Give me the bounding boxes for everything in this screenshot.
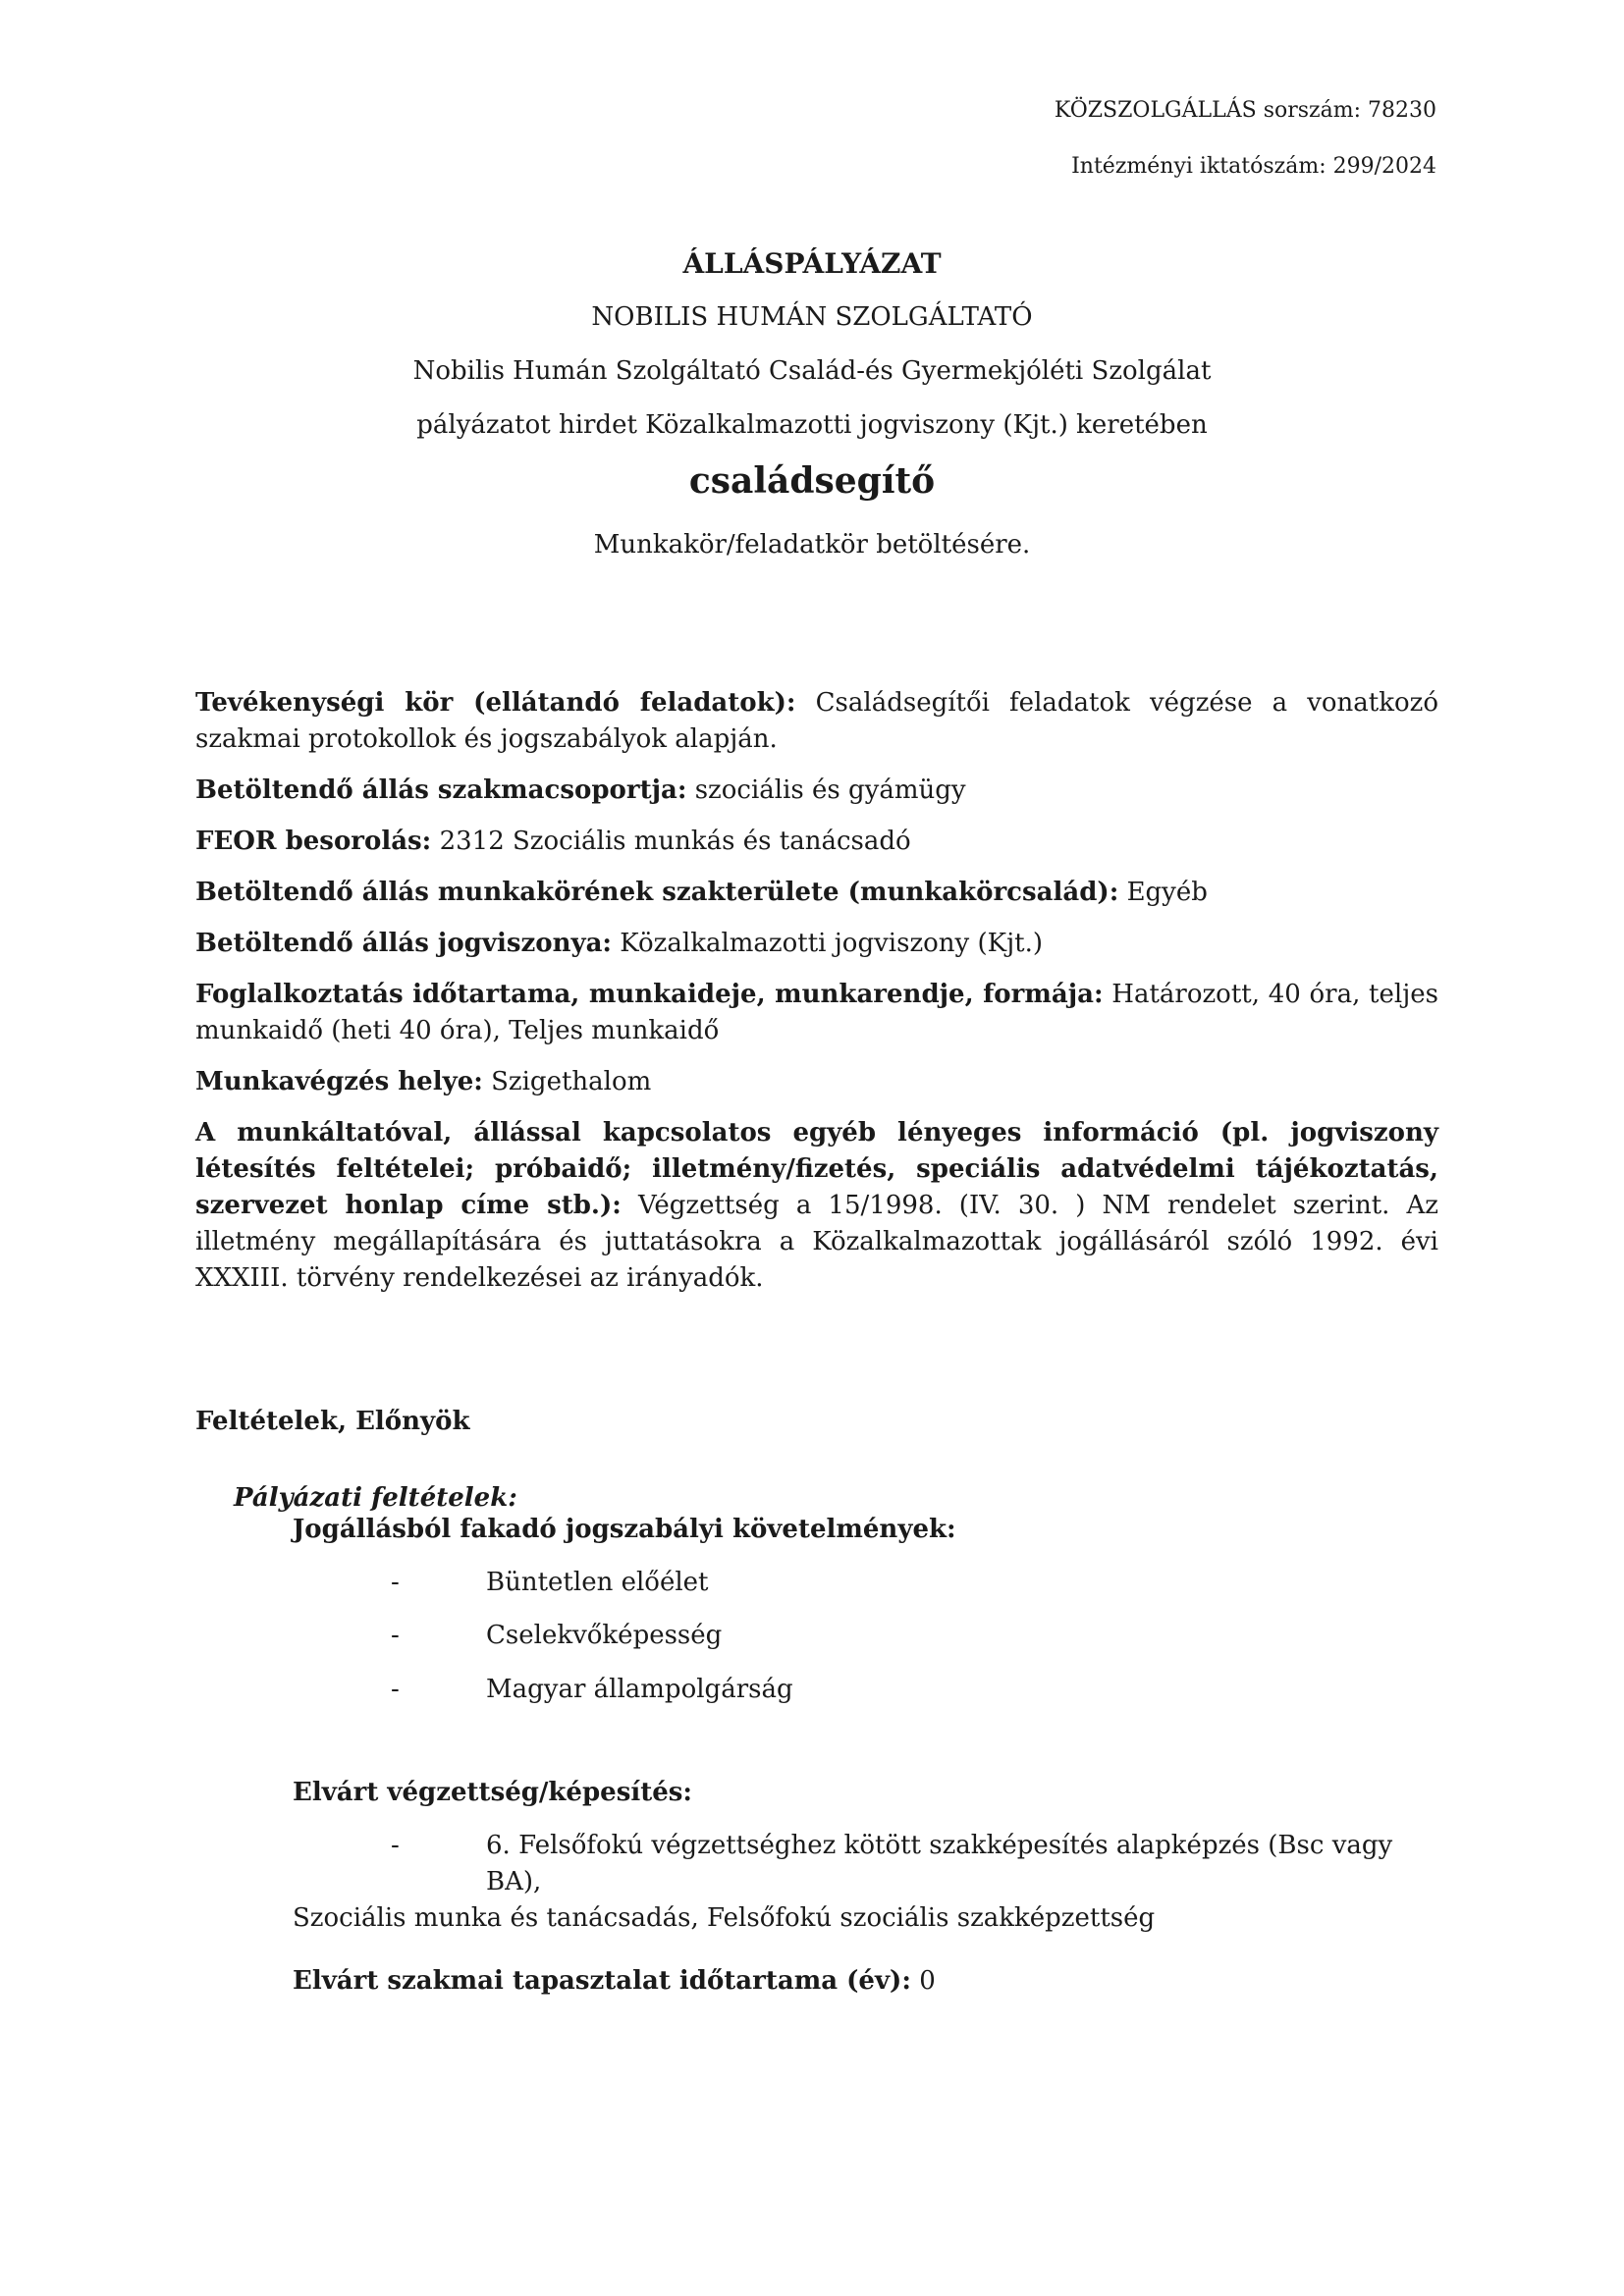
field-label: A munkáltatóval, állással kapcsolatos egyéb lényeges információ (pl. jogviszony létesítés feltételei; próbaidő; illetmény/fizetés, speciális adatvédelmi tájékoztatás, szervezet honlap címe stb.): (195, 1118, 1438, 1220)
education-heading: Elvárt végzettség/képesítés: (293, 1778, 692, 1807)
field-value: Egyéb (1126, 878, 1208, 907)
field-label: Betöltendő állás munkakörének szakterülete (munkakörcsalád): (195, 878, 1119, 907)
experience-requirement (293, 1963, 936, 2000)
unit-name: Nobilis Humán Szolgáltató Család-és Gyermekjóléti Szolgálat (412, 356, 1212, 386)
bullet-dash: - (391, 1675, 400, 1704)
purpose-line: Munkakör/feladatkör betöltésére. (593, 530, 1031, 560)
field-label: Munkavégzés helye: (195, 1067, 483, 1096)
field-other-info (195, 1115, 1438, 1297)
bullet-dash: - (391, 1831, 400, 1860)
field-profession-group (195, 773, 1438, 809)
field-value: Határozott, 40 óra, teljes munkaidő (heti 40 óra), Teljes munkaidő (195, 980, 1439, 1045)
field-job-family (195, 875, 1438, 911)
list-item-text: Cselekvőképesség (486, 1621, 723, 1650)
field-label: Foglalkoztatás időtartama, munkaideje, munkarendje, formája: (195, 980, 1104, 1009)
conditions-heading: Feltételek, Előnyök (195, 1407, 470, 1436)
announcement-line: pályázatot hirdet Közalkalmazotti jogviszony (Kjt.) keretében (416, 410, 1208, 440)
education-line-2: Szociális munka és tanácsadás, Felsőfokú szociális szakképzettség (293, 1903, 1156, 1933)
field-working-time (195, 977, 1438, 1049)
field-value: Családsegítői feladatok végzése a vonatkozó szakmai protokollok és jogszabályok alapján. (195, 688, 1439, 754)
list-item-text: Büntetlen előélet (486, 1568, 709, 1597)
field-activity (195, 685, 1438, 758)
field-label: Tevékenységi kör (ellátandó feladatok): (195, 688, 796, 718)
registry-number: Intézményi iktatószám: 299/2024 (1071, 154, 1436, 179)
field-workplace (195, 1064, 1438, 1100)
field-value: Közalkalmazotti jogviszony (Kjt.) (620, 929, 1043, 958)
field-label: Betöltendő állás szakmacsoportja: (195, 775, 687, 805)
bullet-dash: - (391, 1621, 400, 1650)
position-title: családsegítő (688, 460, 936, 502)
experience-value: 0 (919, 1966, 936, 1996)
education-requirement (293, 1828, 1439, 1937)
field-label: Betöltendő állás jogviszonya: (195, 929, 613, 958)
organization-name: NOBILIS HUMÁN SZOLGÁLTATÓ (591, 302, 1033, 332)
bullet-dash: - (391, 1568, 400, 1597)
education-line-1: 6. Felsőfokú végzettséghez kötött szakképesítés alapképzés (Bsc vagy BA), (486, 1831, 1393, 1896)
field-value: szociális és gyámügy (694, 775, 966, 805)
document-title: ÁLLÁSPÁLYÁZAT (682, 247, 942, 280)
field-feor (195, 824, 1438, 860)
serial-number: KÖZSZOLGÁLLÁS sorszám: 78230 (1054, 98, 1436, 123)
experience-label: Elvárt szakmai tapasztalat időtartama (év): (293, 1966, 911, 1996)
field-value: 2312 Szociális munkás és tanácsadó (439, 827, 911, 856)
list-item-text: Magyar állampolgárság (486, 1675, 793, 1704)
application-conditions-heading: Pályázati feltételek: (234, 1483, 517, 1513)
job-details (195, 685, 1438, 1311)
field-value: Szigethalom (491, 1067, 652, 1096)
field-value: Végzettség a 15/1998. (IV. 30. ) NM rendelet szerint. Az illetmény megállapítására és juttatásokra a Közalkalmazottak jogállásáról szóló 1992. évi XXXIII. törvény rendelkezései az irányadók. (195, 1191, 1439, 1293)
field-label: FEOR besorolás: (195, 827, 432, 856)
legal-requirements-heading: Jogállásból fakadó jogszabályi követelmények: (293, 1515, 956, 1544)
field-employment-type (195, 926, 1438, 962)
